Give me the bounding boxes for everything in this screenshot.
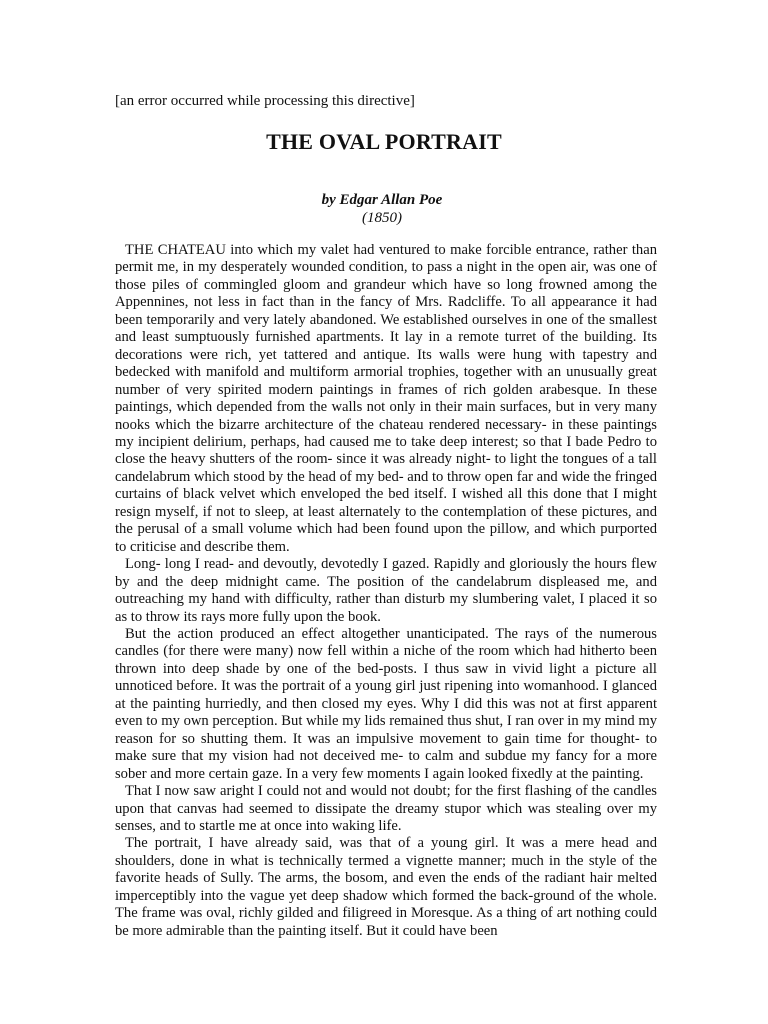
ssi-error-message: [an error occurred while processing this directive] [115, 93, 415, 109]
story-title: THE OVAL PORTRAIT [266, 129, 502, 154]
paragraph: But the action produced an effect altogether unanticipated. The rays of the numerous candles (for there were many) now fell within a niche of the room which had hitherto been thrown into deep shade by one of the bed-posts. I thus saw in vivid light a picture all unnoticed before. It was the portrait of a young girl just ripening into womanhood. I glanced at the painting hurriedly, and then closed my eyes. Why I did this was not at first apparent even to my own perception. But while my lids remained thus shut, I ran over in my mind my reason for so shutting them. It was an impulsive movement to gain time for thought- to make sure that my vision had not deceived me- to calm and subdue my fancy for a more sober and more certain gaze. In a very few moments I again looked fixedly at the painting. [115, 625, 657, 782]
author-name: by Edgar Allan Poe [321, 192, 443, 208]
publication-year: (1850) [362, 210, 402, 226]
byline [0, 191, 764, 227]
story-body [115, 242, 657, 940]
paragraph: Long- long I read- and devoutly, devotedly I gazed. Rapidly and gloriously the hours flew by and the deep midnight came. The position of the candelabrum displeased me, and outreaching my hand with difficulty, rather than disturb my slumbering valet, I placed it so as to throw its rays more fully upon the book. [115, 556, 657, 625]
paragraph: The portrait, I have already said, was that of a young girl. It was a mere head and shoulders, done in what is technically termed a vignette manner; much in the style of the favorite heads of Sully. The arms, the bosom, and even the ends of the radiant hair melted imperceptibly into the vague yet deep shadow which formed the back-ground of the whole. The frame was oval, richly gilded and filigreed in Moresque. As a thing of art nothing could be more admirable than the painting itself. But it could have been [115, 835, 657, 939]
paragraph: THE CHATEAU into which my valet had ventured to make forcible entrance, rather than permit me, in my desperately wounded condition, to pass a night in the open air, was one of those piles of commingled gloom and grandeur which have so long frowned among the Appennines, not less in fact than in the fancy of Mrs. Radcliffe. To all appearance it had been temporarily and very lately abandoned. We established ourselves in one of the smallest and least sumptuously furnished apartments. It lay in a remote turret of the building. Its decorations were rich, yet tattered and antique. Its walls were hung with tapestry and bedecked with manifold and multiform armorial trophies, together with an unusually great number of very spirited modern paintings in frames of rich golden arabesque. In these paintings, which depended from the walls not only in their main surfaces, but in very many nooks which the bizarre architecture of the chateau rendered necessary- in these paintings my incipient delirium, perhaps, had caused me to take deep interest; so that I bade Pedro to close the heavy shutters of the room- since it was already night- to light the tongues of a tall candelabrum which stood by the head of my bed- and to throw open far and wide the fringed curtains of black velvet which enveloped the bed itself. I wished all this done that I might resign myself, if not to sleep, at least alternately to the contemplation of these pictures, and the perusal of a small volume which had been found upon the pillow, and which purported to criticise and describe them. [115, 242, 657, 555]
paragraph: That I now saw aright I could not and would not doubt; for the first flashing of the candles upon that canvas had seemed to dissipate the dreamy stupor which was stealing over my senses, and to startle me at once into waking life. [115, 783, 657, 834]
